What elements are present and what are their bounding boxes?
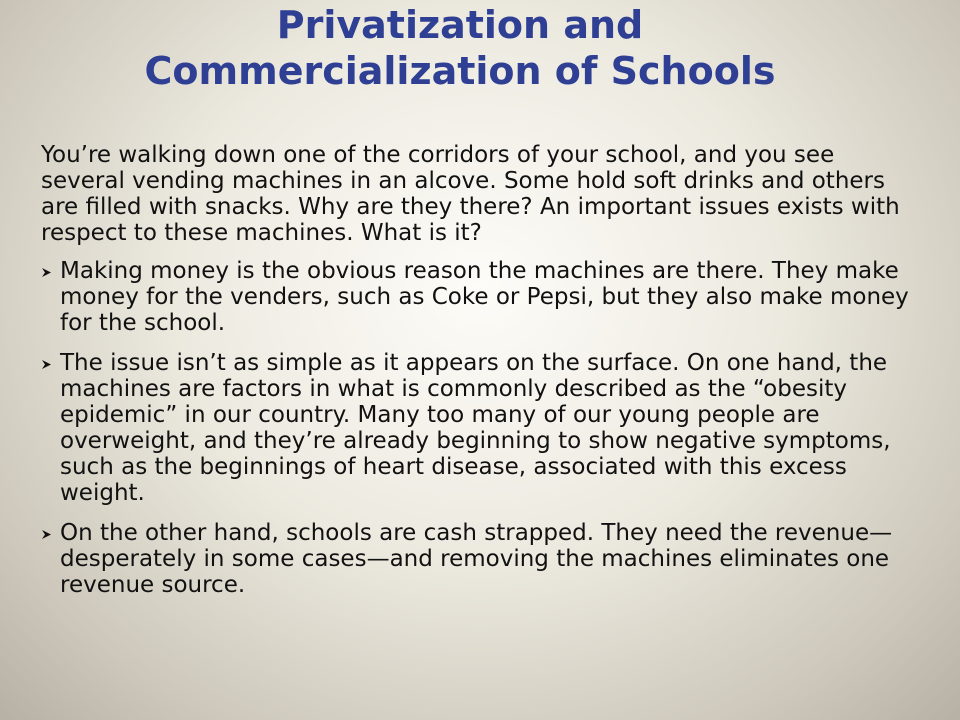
slide-title-line-2: Commercialization of Schools — [144, 49, 776, 93]
slide-title — [0, 2, 920, 94]
bullet-text: On the other hand, schools are cash strapped. They need the revenue—desperately in some cases—and removing the machines eliminates one revenue source. — [60, 520, 893, 598]
bullet-item — [41, 520, 921, 598]
arrowhead-bullet-icon — [41, 529, 52, 540]
bullet-item — [41, 350, 921, 506]
slide-title-line-1: Privatization and — [276, 3, 644, 47]
bullet-item — [41, 258, 921, 336]
slide-body — [41, 142, 921, 612]
bullet-list — [41, 258, 921, 598]
bullet-text: Making money is the obvious reason the machines are there. They make money for the venders, such as Coke or Pepsi, but they also make money for the school. — [60, 258, 909, 336]
arrowhead-bullet-icon — [41, 267, 52, 278]
bullet-text: The issue isn’t as simple as it appears on the surface. On one hand, the machines are factors in what is commonly described as the “obesity epidemic” in our country. Many too many of our young people are overweight, and they’re already beginning to show negative symptoms, such as the beginnings of heart disease, associated with this excess weight. — [60, 350, 891, 506]
intro-paragraph: You’re walking down one of the corridors of your school, and you see several vending machines in an alcove. Some hold soft drinks and others are filled with snacks. Why are they there? An important issues exists with respect to these machines. What is it? — [41, 142, 900, 246]
arrowhead-bullet-icon — [41, 359, 52, 370]
